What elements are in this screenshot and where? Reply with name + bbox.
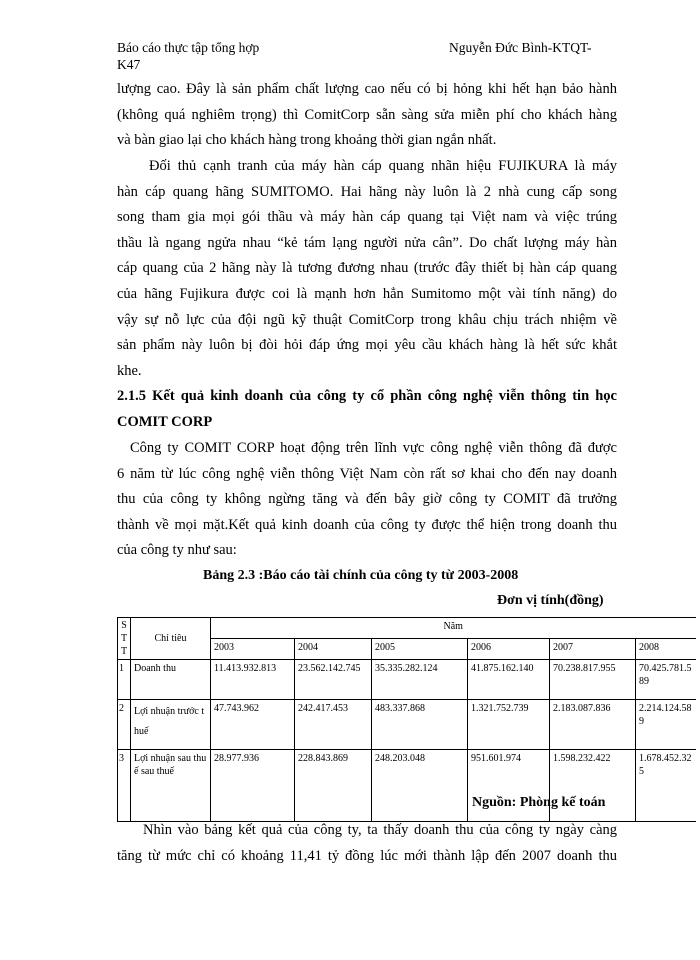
value-cell: 11.413.932.813 (211, 660, 295, 700)
year-cell: 2003 (211, 639, 295, 660)
stt-header: STT (118, 618, 131, 660)
section-heading (117, 384, 617, 435)
text-line: của hãng Fujikura được coi là mạnh hơn hẳn Sumitomo một vài tính năng) do (117, 285, 617, 302)
text-line: cáp quang của 2 hãng này là tương đương nhau (trước đây thiết bị hàn cáp quang (117, 260, 617, 277)
value-cell: 41.875.162.140 (468, 660, 550, 700)
year-cell: 2004 (295, 639, 372, 660)
heading-line: COMIT CORP (117, 413, 213, 430)
text-line: sản phẩm này luôn bị đòi hỏi đáp ứng mọi yêu cầu khách hàng là hết sức khắt (117, 337, 617, 354)
paragraph-4 (117, 818, 617, 869)
value-cell: 248.203.048 (372, 750, 468, 822)
value-cell: 2.183.087.836 (550, 700, 636, 750)
stt-cell: 2 (118, 700, 131, 750)
text-line: tăng từ mức chỉ có khoảng 11,41 tỷ đồng lúc mới thành lập đến 2007 doanh thu (117, 847, 617, 864)
value-cell: 47.743.962 (211, 700, 295, 750)
value-cell: 483.337.868 (372, 700, 468, 750)
indicator-cell: Doanh thu (131, 660, 211, 700)
year-cell: 2005 (372, 639, 468, 660)
value-cell: 23.562.142.745 (295, 660, 372, 700)
text-line: 6 năm từ lúc công nghệ viễn thông Việt Nam còn rất sơ khai cho đến nay doanh (117, 465, 617, 482)
text-line: và bàn giao lại cho khách hàng trong khoảng thời gian ngắn nhất. (117, 132, 497, 149)
table-row (118, 700, 696, 750)
indicator-header: Chỉ tiêu (131, 618, 211, 660)
table-row (118, 750, 696, 822)
table-header-row (118, 618, 696, 639)
year-cell: 2008 (636, 639, 696, 660)
text-line: thầu là ngang ngửa nhau “kẻ tám lạng người nửa cân”. Do chất lượng máy hàn (117, 234, 617, 251)
text-line: của công ty như sau: (117, 542, 237, 559)
text-line: hàn cáp quang hãng SUMITOMO. Hai hãng này luôn là 2 nhà cung cấp song (117, 183, 617, 200)
header-left: Báo cáo thực tập tổng hợp (117, 40, 260, 55)
value-cell: 70.425.781.589 (636, 660, 696, 700)
indicator-cell: Lợi nhuận trước thuế (131, 700, 211, 750)
value-cell: 951.601.974 (468, 750, 550, 822)
year-cell: 2006 (468, 639, 550, 660)
paragraph-1 (117, 77, 617, 154)
text-line: lượng cao. Đây là sản phẩm chất lượng cao nếu có bị hỏng khi hết hạn bảo hành (117, 81, 617, 97)
text-line: song tham gia mọi gói thầu và máy hàn cáp quang tại Việt nam và việc trúng (117, 209, 617, 226)
paragraph-3 (117, 436, 617, 564)
value-cell: 228.843.869 (295, 750, 372, 822)
text-line: thu của công ty không ngừng tăng và đến bây giờ công ty COMIT đã trưởng (117, 491, 617, 508)
header-right: Nguyễn Đức Bình-KTQT- (449, 40, 592, 55)
text-line: Công ty COMIT CORP hoạt động trên lĩnh vực công nghệ viễn thông đã được (130, 440, 617, 456)
value-cell: 2.214.124.589 (636, 700, 696, 750)
indicator-cell: Lợi nhuận sau thuế sau thuế (131, 750, 211, 822)
value-cell: 1.321.752.739 (468, 700, 550, 750)
value-cell: 28.977.936 (211, 750, 295, 822)
table-caption: Bảng 2.3 :Báo cáo tài chính của công ty từ 2003-2008 (203, 568, 519, 583)
value-cell: 242.417.453 (295, 700, 372, 750)
text-line: Đối thủ cạnh tranh của máy hàn cáp quang nhãn hiệu FUJIKURA là máy (149, 158, 617, 174)
year-cell: 2007 (550, 639, 636, 660)
header-continuation: K47 (117, 57, 141, 72)
value-cell: 1.598.232.422 (550, 750, 636, 822)
financial-table (117, 617, 696, 822)
stt-cell: 3 (118, 750, 131, 822)
text-line: Nhìn vào bảng kết quả của công ty, ta thấy doanh thu của công ty ngày càng (143, 822, 617, 838)
stt-cell: 1 (118, 660, 131, 700)
text-line: khe. (117, 362, 142, 379)
heading-line: 2.1.5 Kết quả kinh doanh của công ty cổ phần công nghệ viễn thông tin học (117, 388, 617, 404)
text-line: (không quá nghiêm trọng) thì ComitCorp sẵn sàng sửa miễn phí cho khách hàng (117, 106, 617, 123)
table-row (118, 660, 696, 700)
value-cell: 35.335.282.124 (372, 660, 468, 700)
value-cell: 1.678.452.325 (636, 750, 696, 822)
text-line: vậy sự nỗ lực của đội ngũ kỹ thuật ComitCorp trong khâu chịu trách nhiệm về (117, 311, 617, 328)
value-cell: 70.238.817.955 (550, 660, 636, 700)
table-unit: Đơn vị tính(đồng) (497, 593, 604, 608)
text-line: thành về mọi mặt.Kết quả kinh doanh của công ty được thể hiện trong doanh thu (117, 516, 617, 533)
year-header: Năm (211, 618, 696, 639)
table-source: Nguồn: Phòng kế toán (472, 795, 606, 810)
paragraph-2 (117, 154, 617, 384)
